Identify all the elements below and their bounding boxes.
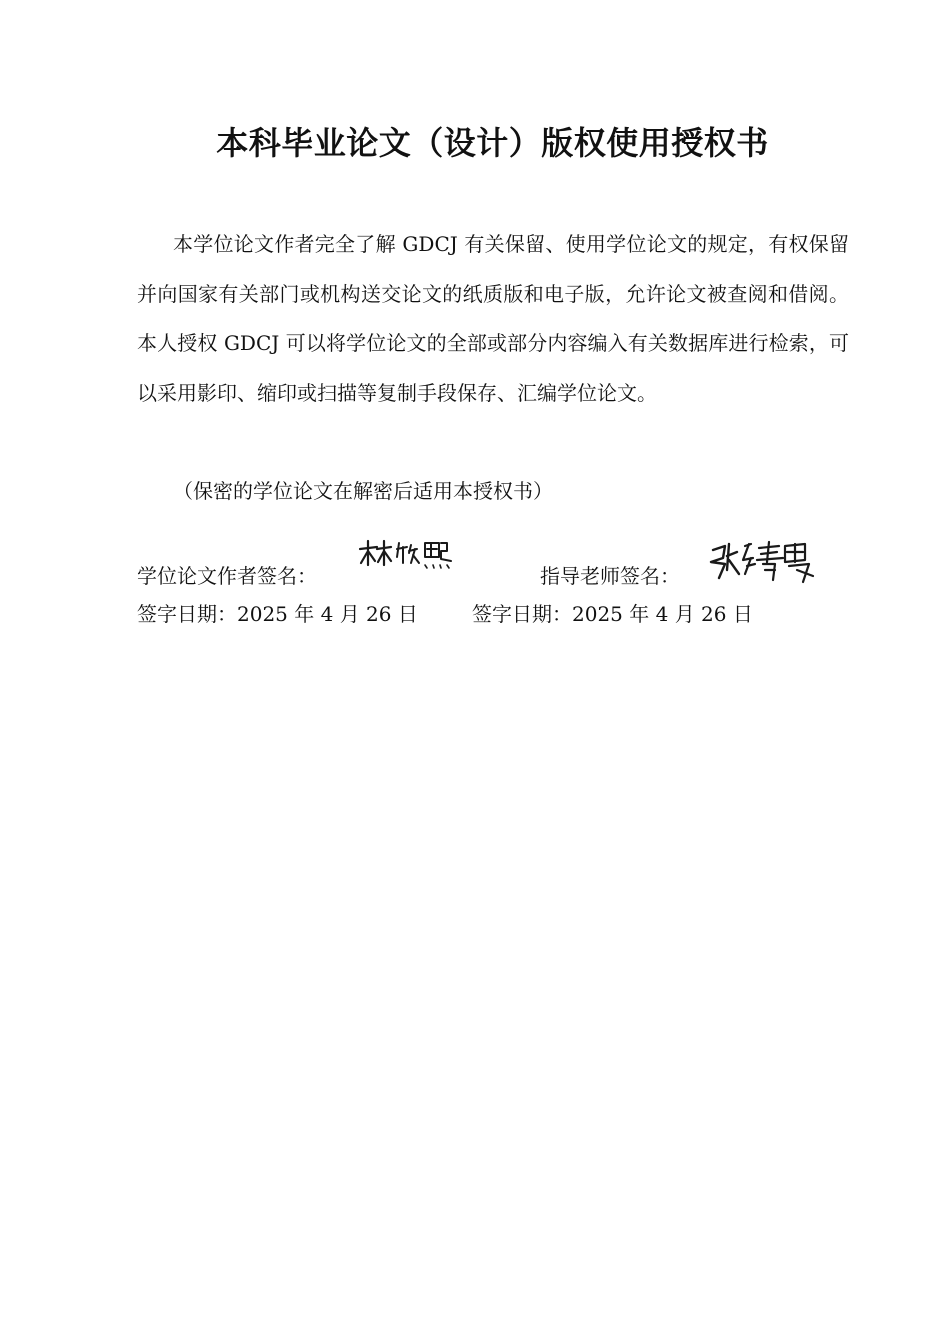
confidential-note: （保密的学位论文在解密后适用本授权书） bbox=[173, 479, 553, 503]
page-title: 本科毕业论文（设计）版权使用授权书 bbox=[216, 124, 769, 162]
author-handwritten-signature bbox=[355, 535, 455, 575]
advisor-signature-label: 指导老师签名： bbox=[540, 564, 680, 588]
advisor-handwritten-signature bbox=[705, 540, 820, 590]
author-signature-label: 学位论文作者签名： bbox=[137, 564, 317, 588]
advisor-sign-date: 签字日期：2025 年 4 月 26 日 bbox=[472, 602, 753, 626]
author-sign-date: 签字日期：2025 年 4 月 26 日 bbox=[137, 602, 418, 626]
authorization-paragraph: 本学位论文作者完全了解 GDCJ 有关保留、使用学位论文的规定，有权保留并向国家有关部门或机构送交论文的纸质版和电子版，允许论文被查阅和借阅。本人授权 GDCJ 可以将学位论文的全部或部分内容编入有关数据库进行检索，可以采用影印、缩印或扫描等复制手段保存、汇编学位论文。 bbox=[137, 232, 849, 405]
